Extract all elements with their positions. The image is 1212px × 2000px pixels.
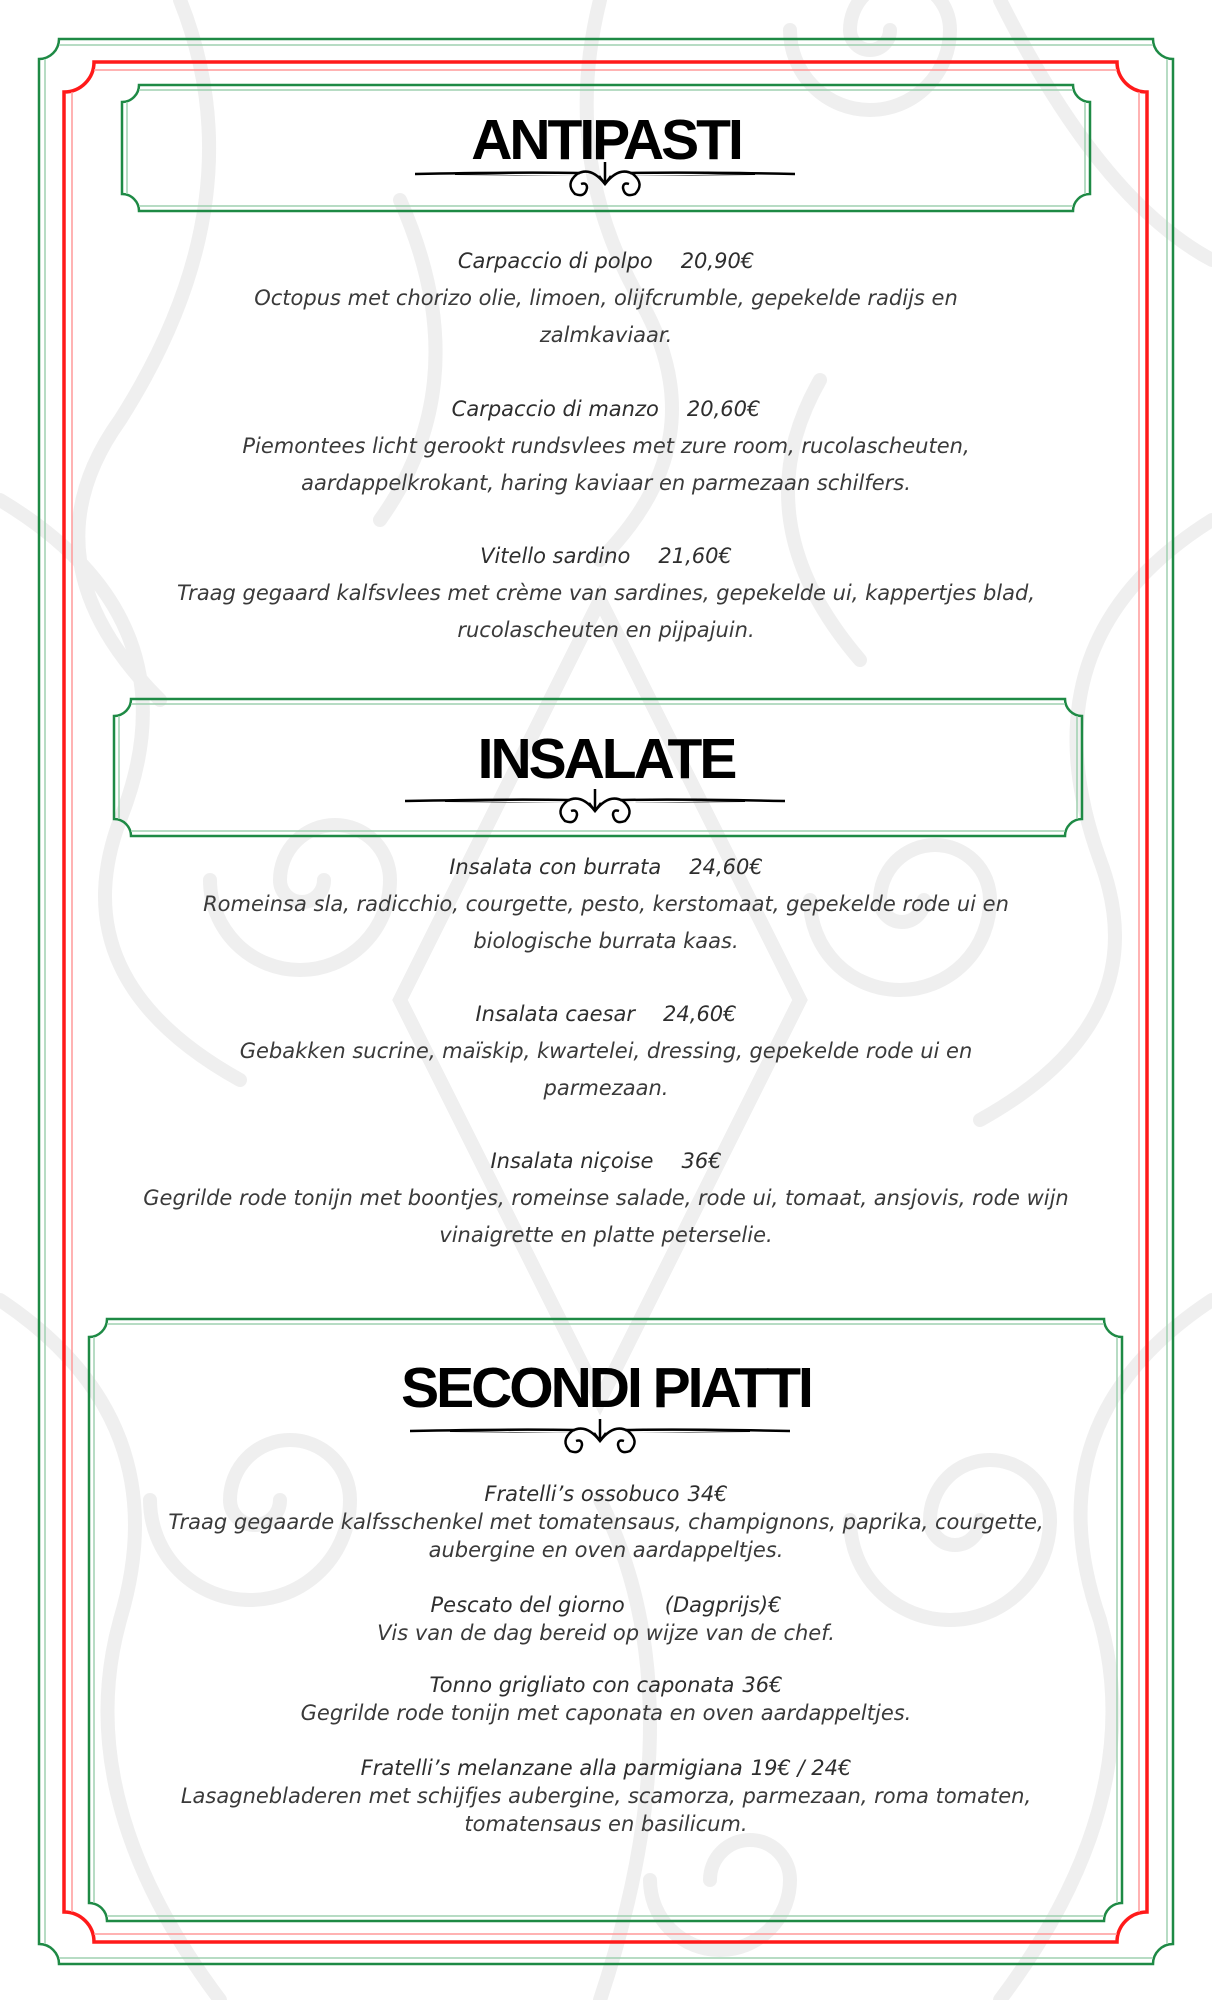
item-description: Romeinsa sla, radicchio, courgette, pesto, kerstomaat, gepekelde rode ui en biologische burrata kaas. — [203, 892, 1009, 953]
menu-item — [120, 996, 1092, 1107]
item-name: Insalata niçoise — [490, 1149, 654, 1173]
item-title — [120, 243, 1092, 280]
item-price: 20,90€ — [680, 249, 755, 273]
item-title — [120, 1143, 1092, 1180]
item-price: 24,60€ — [663, 1002, 737, 1026]
flourish-divider-icon — [405, 787, 785, 827]
item-name: Tonno grigliato con caponata — [429, 1673, 735, 1697]
menu-item — [120, 849, 1092, 960]
item-description: Gebakken sucrine, maïskip, kwartelei, dressing, gepekelde rode ui en parmezaan. — [239, 1039, 973, 1100]
section-heading: INSALATE — [477, 727, 735, 791]
item-title — [120, 849, 1092, 886]
flourish-divider-icon — [410, 1417, 790, 1457]
flourish-divider-icon — [415, 160, 795, 200]
menu-item — [120, 1143, 1092, 1254]
item-description: Lasagnebladeren met schijfjes aubergine, scamorza, parmezaan, roma tomaten, tomatensaus en basilicum. — [180, 1784, 1032, 1836]
menu-item — [120, 243, 1092, 354]
menu-item — [120, 1480, 1092, 1564]
menu-item — [120, 391, 1092, 502]
item-title — [120, 1480, 1092, 1508]
item-description: Vis van de dag bereid op wijze van de chef. — [377, 1621, 835, 1645]
item-title — [120, 1754, 1092, 1782]
item-description: Gegrilde rode tonijn met boontjes, romeinse salade, rode ui, tomaat, ansjovis, rode wijn vinaigrette en platte peterselie. — [143, 1186, 1069, 1247]
item-description: Gegrilde rode tonijn met caponata en oven aardappeltjes. — [300, 1701, 912, 1725]
item-name: Fratelli’s melanzane alla parmigiana — [360, 1756, 743, 1780]
item-price: 36€ — [681, 1149, 722, 1173]
item-price: 19€ / 24€ — [750, 1756, 852, 1780]
item-price: 34€ — [687, 1482, 728, 1506]
item-name: Insalata caesar — [475, 1002, 636, 1026]
item-price: (Dagprijs)€ — [664, 1593, 782, 1617]
item-title — [120, 391, 1092, 428]
menu-item — [120, 1754, 1092, 1838]
item-price: 36€ — [742, 1673, 783, 1697]
section-heading: SECONDI PIATTI — [401, 1356, 811, 1420]
menu-item — [120, 538, 1092, 649]
item-title — [120, 538, 1092, 575]
item-name: Pescato del giorno — [430, 1593, 625, 1617]
item-name: Carpaccio di polpo — [457, 249, 653, 273]
item-description: Piemontees licht gerookt rundsvlees met zure room, rucolascheuten, aardappelkrokant, haring kaviaar en parmezaan schilfers. — [242, 434, 970, 495]
item-name: Vitello sardino — [480, 544, 631, 568]
item-title — [120, 1591, 1092, 1619]
item-title — [120, 996, 1092, 1033]
item-price: 20,60€ — [686, 397, 761, 421]
menu-item — [120, 1671, 1092, 1727]
item-name: Carpaccio di manzo — [451, 397, 659, 421]
item-title — [120, 1671, 1092, 1699]
section-heading: ANTIPASTI — [471, 108, 741, 172]
item-price: 21,60€ — [658, 544, 732, 568]
menu-item — [120, 1591, 1092, 1647]
item-name: Insalata con burrata — [449, 855, 662, 879]
item-description: Traag gegaarde kalfsschenkel met tomatensaus, champignons, paprika, courgette, aubergine en oven aardappeltjes. — [168, 1510, 1044, 1562]
item-description: Traag gegaard kalfsvlees met crème van sardines, gepekelde ui, kappertjes blad, rucolascheuten en pijpajuin. — [176, 581, 1036, 642]
item-price: 24,60€ — [689, 855, 763, 879]
item-name: Fratelli’s ossobuco — [484, 1482, 680, 1506]
item-description: Octopus met chorizo olie, limoen, olijfcrumble, gepekelde radijs en zalmkaviaar. — [254, 286, 958, 347]
